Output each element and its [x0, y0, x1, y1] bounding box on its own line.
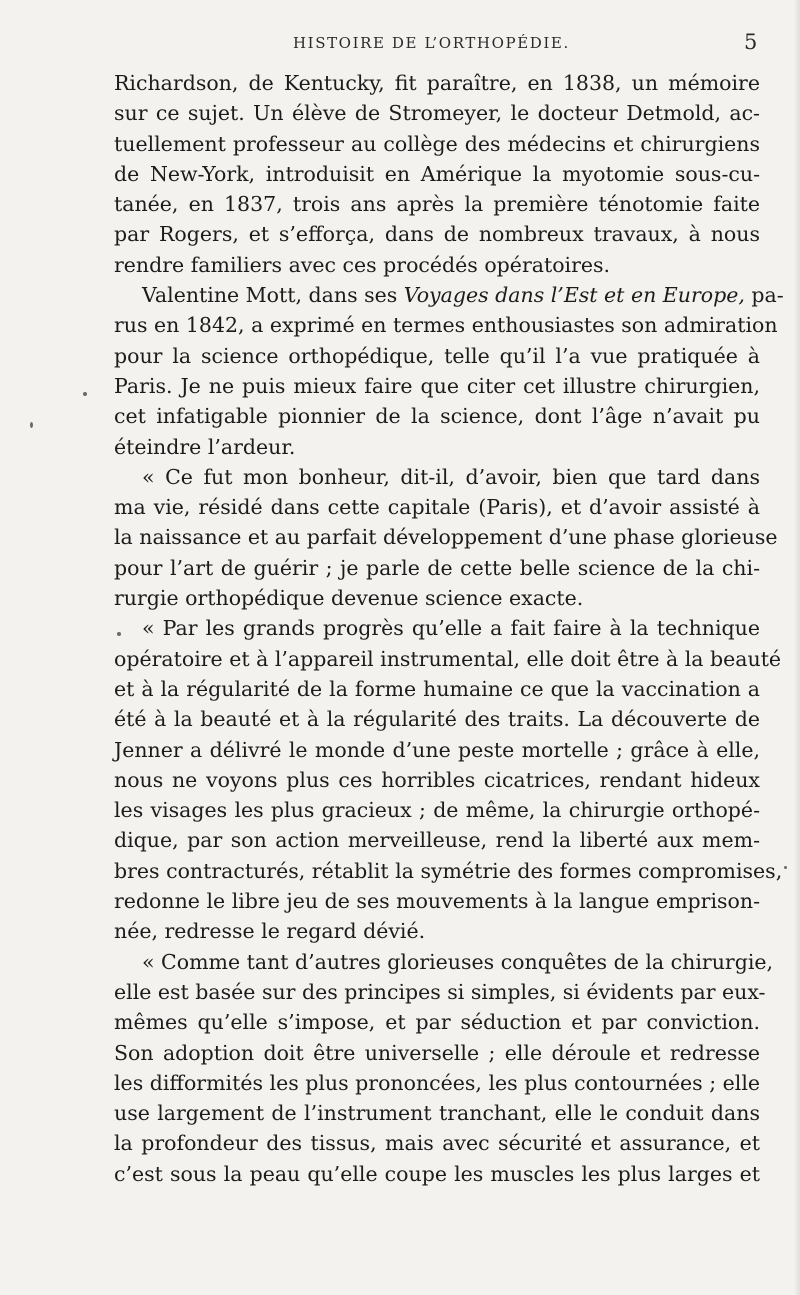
text-line: les visages les plus gracieux ; de même, la chirurgie orthopé- [114, 798, 760, 823]
scan-speck [784, 866, 787, 869]
text-line: pour l’art de guérir ; je parle de cette belle science de la chi- [114, 555, 760, 580]
running-header [0, 30, 800, 58]
text-line: et à la régularité de la forme humaine ce que la vaccination a [114, 676, 760, 701]
paragraph-start-line [114, 280, 784, 310]
text-line: Richardson, de Kentucky, fit paraître, en 1838, un mémoire [114, 71, 760, 95]
text-line: rendre familiers avec ces procédés opératoires. [114, 252, 611, 277]
text-line: elle est basée sur des principes si simples, si évidents par eux- [114, 979, 766, 1004]
text-line: les difformités les plus prononcées, les plus contournées ; elle [114, 1070, 761, 1095]
book-title: Voyages dans l’Est et en Europe, [403, 283, 745, 308]
text-line: tanée, en 1837, trois ans après la première ténotomie faite [114, 192, 760, 217]
scan-speck [117, 632, 121, 636]
text-line: la profondeur des tissus, mais avec sécurité et assurance, et [114, 1131, 760, 1156]
text-line: opératoire et à l’appareil instrumental, elle doit être à la beauté [114, 646, 782, 671]
body-text [114, 68, 784, 1198]
page-edge-shadow [794, 0, 800, 1295]
text-line: la naissance et au parfait développement d’une phase glorieuse [114, 525, 778, 550]
paragraph-start-line: « Comme tant d’autres glorieuses conquêtes de la chirurgie, [142, 949, 774, 974]
text-line: bres contracturés, rétablit la symétrie des formes compromises, [114, 858, 783, 883]
text-line: tuellement professeur au collège des médecins et chirurgiens [114, 131, 760, 156]
text-line: dique, par son action merveilleuse, rend la liberté aux mem- [114, 828, 760, 853]
running-title: HISTOIRE DE L’ORTHOPÉDIE. [293, 34, 570, 52]
page-number: 5 [744, 30, 758, 54]
text-line: par Rogers, et s’efforça, dans de nombreux travaux, à nous [114, 222, 760, 247]
text-line: de New-York, introduisit en Amérique la myotomie sous-cu- [114, 161, 760, 186]
text-line: c’est sous la peau qu’elle coupe les muscles les plus larges et [114, 1161, 760, 1186]
text-span: Valentine Mott, dans ses [142, 283, 404, 308]
text-line: Paris. Je ne puis mieux faire que citer cet illustre chirurgien, [114, 373, 760, 398]
text-line: éteindre l’ardeur. [114, 434, 296, 459]
text-line: rus en 1842, a exprimé en termes enthousiastes son admiration [114, 313, 778, 338]
text-line: sur ce sujet. Un élève de Stromeyer, le docteur Detmold, ac- [114, 101, 760, 126]
text-line: ma vie, résidé dans cette capitale (Paris), et d’avoir assisté à [114, 495, 760, 520]
text-line: mêmes qu’elle s’impose, et par séduction et par conviction. [114, 1010, 760, 1035]
text-line: Son adoption doit être universelle ; elle déroule et redresse [114, 1040, 760, 1065]
text-line: pour la science orthopédique, telle qu’il l’a vue pratiquée à [114, 343, 760, 368]
text-line: cet infatigable pionnier de la science, dont l’âge n’avait pu [114, 404, 760, 429]
paragraph-start-line: « Par les grands progrès qu’elle a fait faire à la technique [142, 616, 760, 641]
text-line: née, redresse le regard dévié. [114, 919, 426, 944]
text-line: rurgie orthopédique devenue science exacte. [114, 586, 584, 611]
text-line: été à la beauté et à la régularité des traits. La découverte de [114, 707, 760, 732]
paragraph-start-line: « Ce fut mon bonheur, dit-il, d’avoir, bien que tard dans [142, 464, 760, 489]
text-line: Jenner a délivré le monde d’une peste mortelle ; grâce à elle, [114, 737, 760, 762]
text-span: pa- [744, 283, 784, 308]
text-line: use largement de l’instrument tranchant, elle le conduit dans [114, 1101, 760, 1126]
text-line: redonne le libre jeu de ses mouvements à la langue emprison- [114, 889, 760, 914]
text-line: nous ne voyons plus ces horribles cicatrices, rendant hideux [114, 767, 760, 792]
scan-speck [30, 422, 33, 428]
scan-speck [83, 392, 87, 396]
